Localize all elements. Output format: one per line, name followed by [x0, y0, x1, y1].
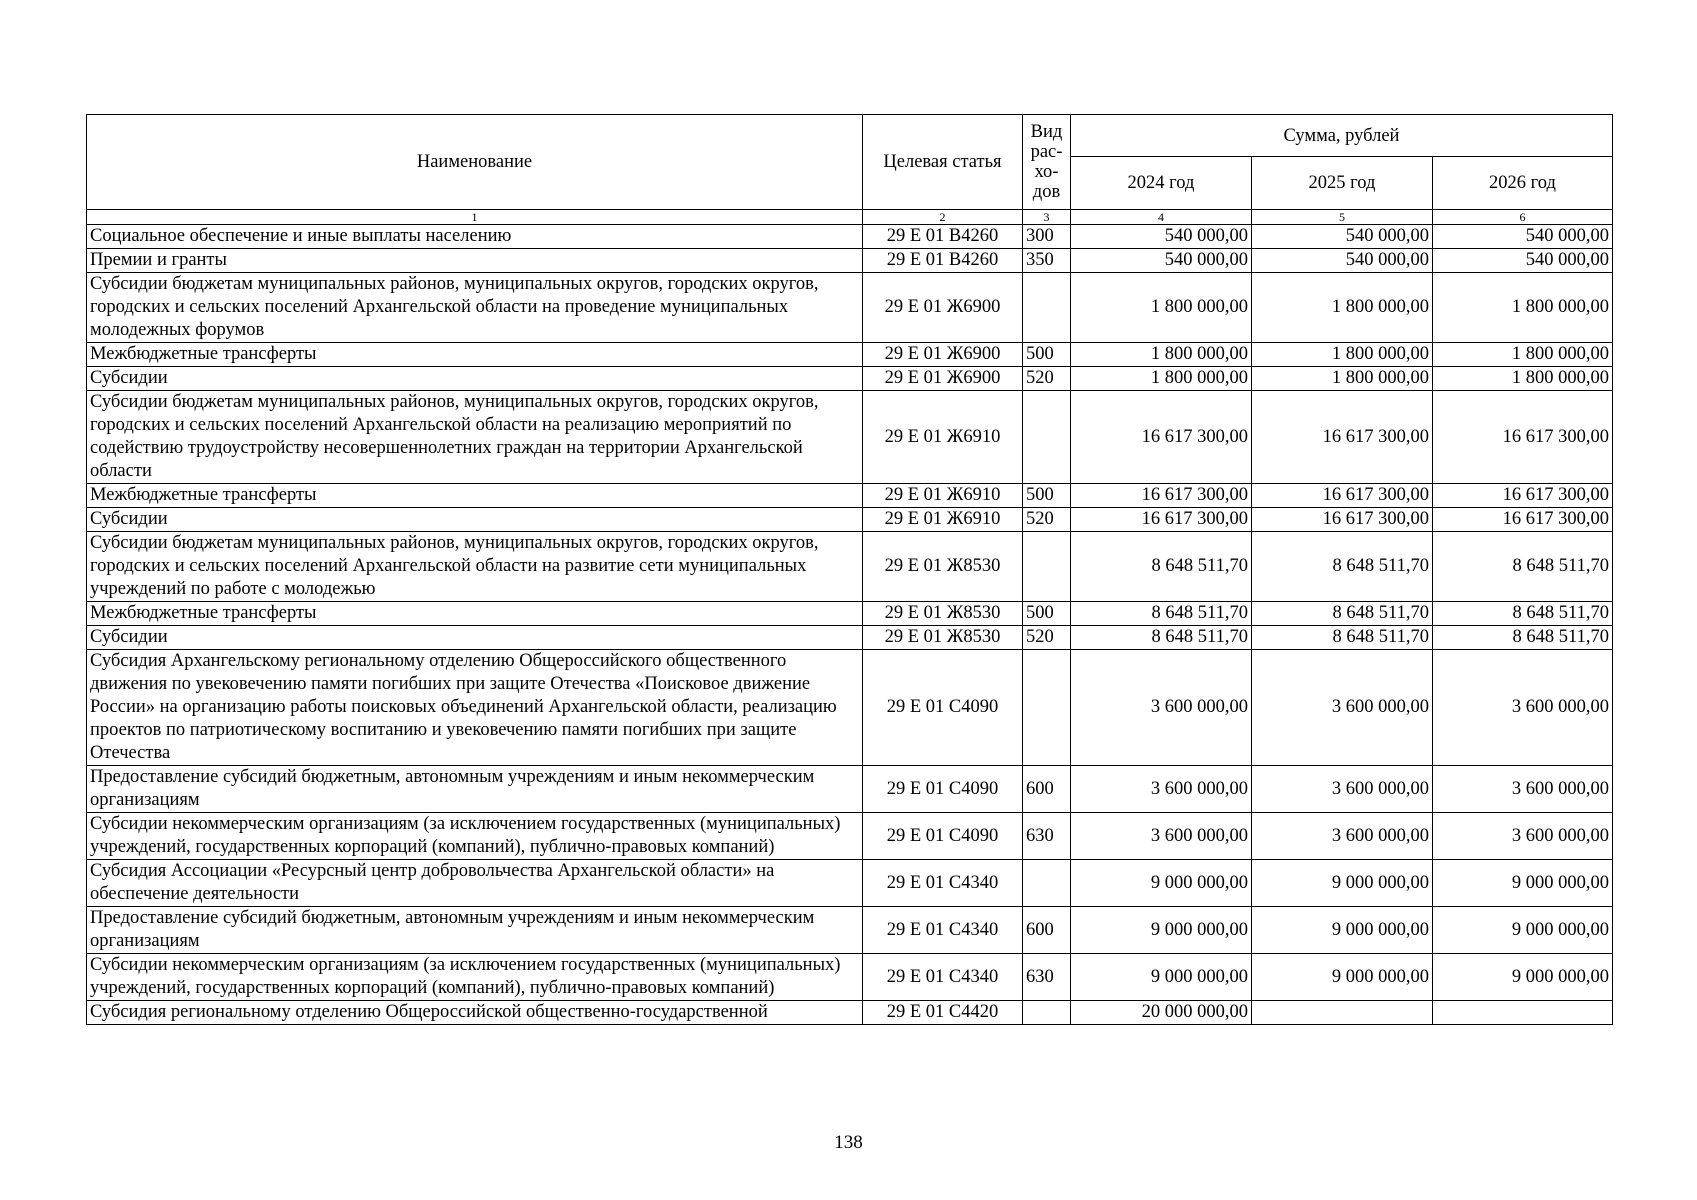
target-article-code: 29 Е 01 С4090 — [863, 650, 1023, 766]
row-name: Субсидии — [87, 626, 863, 650]
expense-kind-code: 350 — [1023, 249, 1071, 273]
header-sum: Сумма, рублей — [1071, 115, 1613, 157]
budget-table — [86, 114, 1613, 1025]
amount-2026: 9 000 000,00 — [1433, 907, 1613, 954]
amount-2025: 8 648 511,70 — [1252, 602, 1433, 626]
target-article-code: 29 Е 01 Ж6910 — [863, 484, 1023, 508]
amount-2025: 9 000 000,00 — [1252, 907, 1433, 954]
amount-2024: 3 600 000,00 — [1071, 650, 1252, 766]
table-row — [87, 367, 1613, 391]
column-number: 4 — [1071, 210, 1252, 225]
expense-kind-code: 500 — [1023, 484, 1071, 508]
expense-kind-code — [1023, 860, 1071, 907]
header-target-article: Целевая статья — [863, 115, 1023, 210]
amount-2024: 16 617 300,00 — [1071, 508, 1252, 532]
amount-2025: 540 000,00 — [1252, 249, 1433, 273]
amount-2025: 3 600 000,00 — [1252, 766, 1433, 813]
amount-2026: 540 000,00 — [1433, 249, 1613, 273]
row-name: Предоставление субсидий бюджетным, автономным учреждениям и иным некоммерческим организациям — [87, 766, 863, 813]
page-number: 138 — [834, 1132, 863, 1153]
amount-2025: 1 800 000,00 — [1252, 343, 1433, 367]
amount-2025: 9 000 000,00 — [1252, 954, 1433, 1001]
amount-2026 — [1433, 1001, 1613, 1025]
target-article-code: 29 Е 01 Ж6900 — [863, 367, 1023, 391]
target-article-code: 29 Е 01 С4340 — [863, 954, 1023, 1001]
amount-2025: 1 800 000,00 — [1252, 273, 1433, 343]
amount-2026: 8 648 511,70 — [1433, 626, 1613, 650]
target-article-code: 29 Е 01 В4260 — [863, 225, 1023, 249]
column-number: 1 — [87, 210, 863, 225]
row-name: Субсидии некоммерческим организациям (за исключением государственных (муниципальных) учреждений, государственных корпораций (компаний), публично-правовых компаний) — [87, 813, 863, 860]
table-row — [87, 249, 1613, 273]
amount-2026: 9 000 000,00 — [1433, 860, 1613, 907]
table-row — [87, 907, 1613, 954]
amount-2024: 540 000,00 — [1071, 249, 1252, 273]
table-row — [87, 954, 1613, 1001]
expense-kind-code — [1023, 532, 1071, 602]
amount-2025: 8 648 511,70 — [1252, 626, 1433, 650]
amount-2026: 16 617 300,00 — [1433, 508, 1613, 532]
table-row — [87, 391, 1613, 484]
header-year-2026: 2026 год — [1433, 157, 1613, 210]
amount-2024: 16 617 300,00 — [1071, 484, 1252, 508]
amount-2024: 540 000,00 — [1071, 225, 1252, 249]
expense-kind-code — [1023, 650, 1071, 766]
row-name: Субсидия региональному отделению Общероссийской общественно-государственной — [87, 1001, 863, 1025]
table-row — [87, 484, 1613, 508]
target-article-code: 29 Е 01 Ж6910 — [863, 391, 1023, 484]
amount-2024: 9 000 000,00 — [1071, 860, 1252, 907]
table-row — [87, 343, 1613, 367]
column-number: 5 — [1252, 210, 1433, 225]
row-name: Субсидии некоммерческим организациям (за исключением государственных (муниципальных) учреждений, государственных корпораций (компаний), публично-правовых компаний) — [87, 954, 863, 1001]
header-year-2024: 2024 год — [1071, 157, 1252, 210]
row-name: Предоставление субсидий бюджетным, автономным учреждениям и иным некоммерческим организациям — [87, 907, 863, 954]
row-name: Субсидии бюджетам муниципальных районов, муниципальных округов, городских округов, городских и сельских поселений Архангельской области на реализацию мероприятий по содействию трудоустройству несовершеннолетних граждан на территории Архангельской области — [87, 391, 863, 484]
column-number: 3 — [1023, 210, 1071, 225]
amount-2026: 1 800 000,00 — [1433, 343, 1613, 367]
amount-2026: 8 648 511,70 — [1433, 532, 1613, 602]
expense-kind-code — [1023, 391, 1071, 484]
table-row — [87, 650, 1613, 766]
amount-2026: 16 617 300,00 — [1433, 391, 1613, 484]
table-row — [87, 602, 1613, 626]
amount-2025: 16 617 300,00 — [1252, 484, 1433, 508]
target-article-code: 29 Е 01 Ж6900 — [863, 273, 1023, 343]
table-body — [87, 225, 1613, 1025]
row-name: Межбюджетные трансферты — [87, 343, 863, 367]
expense-kind-code: 300 — [1023, 225, 1071, 249]
amount-2024: 3 600 000,00 — [1071, 813, 1252, 860]
amount-2024: 9 000 000,00 — [1071, 907, 1252, 954]
header-expense-kind: Вид рас-хо-дов — [1023, 115, 1071, 210]
amount-2024: 3 600 000,00 — [1071, 766, 1252, 813]
header-year-2025: 2025 год — [1252, 157, 1433, 210]
row-name: Субсидии — [87, 367, 863, 391]
target-article-code: 29 Е 01 В4260 — [863, 249, 1023, 273]
row-name: Социальное обеспечение и иные выплаты населению — [87, 225, 863, 249]
amount-2025: 3 600 000,00 — [1252, 650, 1433, 766]
expense-kind-code: 630 — [1023, 954, 1071, 1001]
amount-2025: 1 800 000,00 — [1252, 367, 1433, 391]
amount-2025: 9 000 000,00 — [1252, 860, 1433, 907]
amount-2026: 16 617 300,00 — [1433, 484, 1613, 508]
column-number: 2 — [863, 210, 1023, 225]
target-article-code: 29 Е 01 С4420 — [863, 1001, 1023, 1025]
table-row — [87, 508, 1613, 532]
amount-2024: 8 648 511,70 — [1071, 532, 1252, 602]
expense-kind-code: 500 — [1023, 602, 1071, 626]
amount-2025: 3 600 000,00 — [1252, 813, 1433, 860]
amount-2024: 8 648 511,70 — [1071, 626, 1252, 650]
expense-kind-code — [1023, 273, 1071, 343]
amount-2026: 3 600 000,00 — [1433, 766, 1613, 813]
amount-2024: 9 000 000,00 — [1071, 954, 1252, 1001]
amount-2026: 540 000,00 — [1433, 225, 1613, 249]
row-name: Субсидии — [87, 508, 863, 532]
amount-2026: 1 800 000,00 — [1433, 273, 1613, 343]
amount-2024: 1 800 000,00 — [1071, 343, 1252, 367]
expense-kind-code: 520 — [1023, 626, 1071, 650]
row-name: Межбюджетные трансферты — [87, 484, 863, 508]
table-header — [87, 115, 1613, 225]
target-article-code: 29 Е 01 С4090 — [863, 766, 1023, 813]
expense-kind-code: 630 — [1023, 813, 1071, 860]
header-name: Наименование — [87, 115, 863, 210]
amount-2025: 16 617 300,00 — [1252, 391, 1433, 484]
amount-2025: 8 648 511,70 — [1252, 532, 1433, 602]
target-article-code: 29 Е 01 С4090 — [863, 813, 1023, 860]
amount-2025: 16 617 300,00 — [1252, 508, 1433, 532]
expense-kind-code — [1023, 1001, 1071, 1025]
table-row — [87, 860, 1613, 907]
amount-2024: 16 617 300,00 — [1071, 391, 1252, 484]
row-name: Субсидия Архангельскому региональному отделению Общероссийского общественного движения по увековечению памяти погибших при защите Отечества «Поисковое движение России» на организацию работы поисковых объединений Архангельской области, реализацию проектов по патриотическому воспитанию и увековечению памяти погибших при защите Отечества — [87, 650, 863, 766]
row-name: Премии и гранты — [87, 249, 863, 273]
table-row — [87, 766, 1613, 813]
amount-2026: 3 600 000,00 — [1433, 813, 1613, 860]
table-row — [87, 532, 1613, 602]
amount-2025: 540 000,00 — [1252, 225, 1433, 249]
amount-2026: 9 000 000,00 — [1433, 954, 1613, 1001]
expense-kind-code: 520 — [1023, 367, 1071, 391]
column-numbers-row — [87, 210, 1613, 225]
amount-2024: 1 800 000,00 — [1071, 367, 1252, 391]
expense-kind-code: 500 — [1023, 343, 1071, 367]
expense-kind-code: 600 — [1023, 766, 1071, 813]
row-name: Межбюджетные трансферты — [87, 602, 863, 626]
target-article-code: 29 Е 01 С4340 — [863, 907, 1023, 954]
amount-2026: 8 648 511,70 — [1433, 602, 1613, 626]
target-article-code: 29 Е 01 Ж6910 — [863, 508, 1023, 532]
target-article-code: 29 Е 01 Ж8530 — [863, 602, 1023, 626]
table-row — [87, 1001, 1613, 1025]
table-row — [87, 225, 1613, 249]
target-article-code: 29 Е 01 Ж8530 — [863, 626, 1023, 650]
amount-2024: 20 000 000,00 — [1071, 1001, 1252, 1025]
target-article-code: 29 Е 01 С4340 — [863, 860, 1023, 907]
table-row — [87, 813, 1613, 860]
table-row — [87, 273, 1613, 343]
row-name: Субсидии бюджетам муниципальных районов, муниципальных округов, городских округов, городских и сельских поселений Архангельской области на проведение муниципальных молодежных форумов — [87, 273, 863, 343]
target-article-code: 29 Е 01 Ж6900 — [863, 343, 1023, 367]
row-name: Субсидии бюджетам муниципальных районов, муниципальных округов, городских округов, городских и сельских поселений Архангельской области на развитие сети муниципальных учреждений по работе с молодежью — [87, 532, 863, 602]
column-number: 6 — [1433, 210, 1613, 225]
expense-kind-code: 520 — [1023, 508, 1071, 532]
amount-2024: 1 800 000,00 — [1071, 273, 1252, 343]
target-article-code: 29 Е 01 Ж8530 — [863, 532, 1023, 602]
expense-kind-code: 600 — [1023, 907, 1071, 954]
amount-2025 — [1252, 1001, 1433, 1025]
table-row — [87, 626, 1613, 650]
amount-2026: 3 600 000,00 — [1433, 650, 1613, 766]
amount-2026: 1 800 000,00 — [1433, 367, 1613, 391]
amount-2024: 8 648 511,70 — [1071, 602, 1252, 626]
row-name: Субсидия Ассоциации «Ресурсный центр добровольчества Архангельской области» на обеспечение деятельности — [87, 860, 863, 907]
